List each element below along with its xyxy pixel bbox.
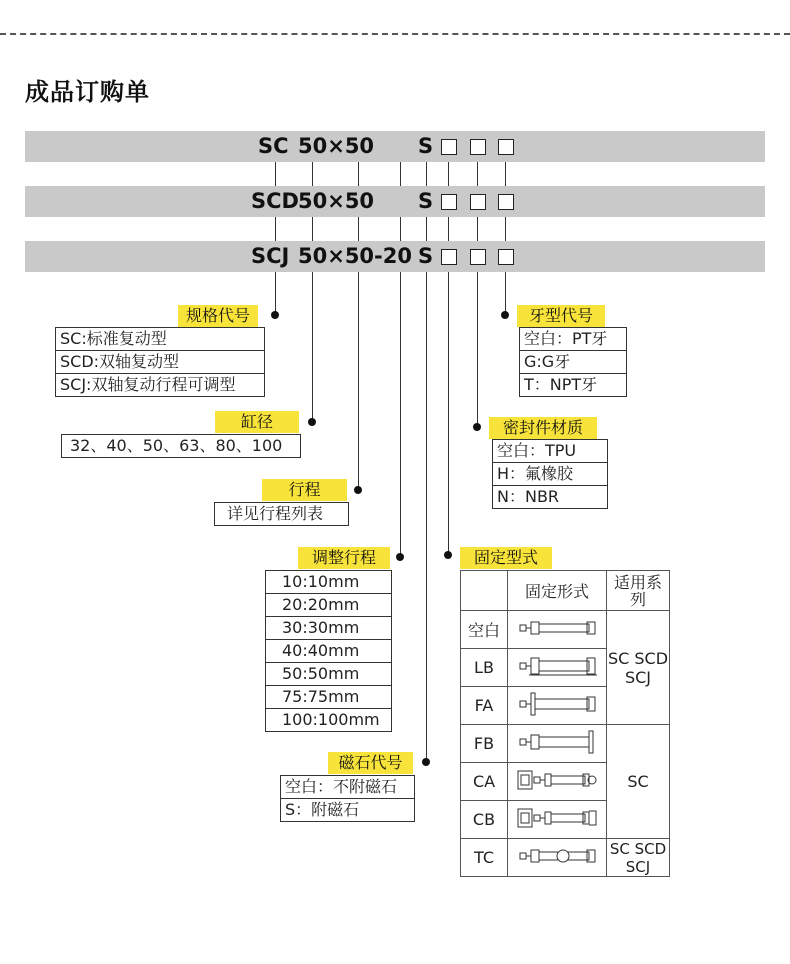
connector-dot <box>308 418 316 426</box>
mount-row-label: LB <box>461 649 508 687</box>
code-slot-box <box>470 194 486 210</box>
connector-dot <box>444 551 452 559</box>
mount-header-form: 固定形式 <box>508 571 607 611</box>
code-prefix-scd: SCD <box>251 189 299 213</box>
code-suffix-scd: S <box>418 189 434 213</box>
code-slot-box <box>441 139 457 155</box>
mount-header-series: 适用系列 <box>607 571 670 611</box>
adjust-label: 调整行程 <box>298 547 390 569</box>
mount-series-group1: SC SCD SCJ <box>607 611 670 725</box>
mount-illustration <box>508 725 607 763</box>
code-band-scd <box>25 186 765 217</box>
mount-label: 固定型式 <box>460 547 552 569</box>
code-slot-box <box>498 139 514 155</box>
list-item: 75:75mm <box>266 686 391 709</box>
mount-illustration <box>508 839 607 877</box>
bore-label: 缸径 <box>215 411 299 433</box>
list-item: 40:40mm <box>266 640 391 663</box>
code-slot-box <box>498 194 514 210</box>
mount-row-label: TC <box>461 839 508 877</box>
code-size-scd: 50×50 <box>298 189 375 213</box>
mount-illustration <box>508 687 607 725</box>
code-slot-box <box>441 249 457 265</box>
mount-illustration <box>508 763 607 801</box>
list-item: 10:10mm <box>266 571 391 594</box>
magnet-list <box>280 775 415 822</box>
magnet-label: 磁石代号 <box>328 752 413 774</box>
list-item: H：氟橡胶 <box>493 463 607 486</box>
spec-list <box>55 327 265 397</box>
connector-dot <box>473 423 481 431</box>
seal-list <box>492 439 608 509</box>
page-title: 成品订购单 <box>25 78 150 106</box>
stroke-value: 详见行程列表 <box>227 504 324 523</box>
list-item: G:G牙 <box>520 351 626 374</box>
spec-label: 规格代号 <box>178 305 258 327</box>
thread-list <box>519 327 627 397</box>
list-item: SC:标准复动型 <box>56 328 264 351</box>
mount-illustration <box>508 649 607 687</box>
mount-row-label: CB <box>461 801 508 839</box>
adjust-list <box>265 570 392 732</box>
code-prefix-sc: SC <box>258 134 289 158</box>
list-item: N：NBR <box>497 487 560 506</box>
list-item: 20:20mm <box>266 594 391 617</box>
mount-illustration <box>508 611 607 649</box>
connector-dot <box>354 486 362 494</box>
code-size-scj: 50×50-20 <box>298 244 412 268</box>
list-item: T：NPT牙 <box>524 375 598 394</box>
mount-illustration <box>508 801 607 839</box>
code-suffix-scj: S <box>418 244 434 268</box>
list-item: 50:50mm <box>266 663 391 686</box>
list-item: SCJ:双轴复动行程可调型 <box>60 375 236 394</box>
list-item: S：附磁石 <box>285 800 360 819</box>
code-band-sc <box>25 131 765 162</box>
mount-row-label: FA <box>461 687 508 725</box>
mount-row-label: 空白 <box>461 611 508 649</box>
connector-dot <box>396 553 404 561</box>
bore-value: 32、40、50、63、80、100 <box>70 436 283 455</box>
code-prefix-scj: SCJ <box>251 244 290 268</box>
thread-label: 牙型代号 <box>517 305 605 327</box>
stroke-label: 行程 <box>262 479 347 501</box>
dashed-divider <box>0 33 790 35</box>
list-item: 100:100mm <box>282 710 380 729</box>
mount-series-group3: SC SCD SCJ <box>607 839 670 877</box>
stroke-box <box>214 502 349 526</box>
list-item: 空白：TPU <box>493 440 607 463</box>
mount-table <box>460 570 670 877</box>
list-item: 空白：PT牙 <box>520 328 626 351</box>
code-slot-box <box>470 249 486 265</box>
connector-dot <box>422 758 430 766</box>
code-size-sc: 50×50 <box>298 134 375 158</box>
code-slot-box <box>470 139 486 155</box>
mount-series-group2: SC <box>607 725 670 839</box>
connector-dot <box>501 311 509 319</box>
connector-dot <box>271 311 279 319</box>
code-slot-box <box>498 249 514 265</box>
seal-label: 密封件材质 <box>489 417 597 439</box>
code-suffix-sc: S <box>418 134 434 158</box>
bore-box <box>61 434 301 458</box>
mount-row-label: CA <box>461 763 508 801</box>
code-slot-box <box>441 194 457 210</box>
mount-row-label: FB <box>461 725 508 763</box>
list-item: SCD:双轴复动型 <box>56 351 264 374</box>
list-item: 空白：不附磁石 <box>281 776 414 799</box>
list-item: 30:30mm <box>266 617 391 640</box>
